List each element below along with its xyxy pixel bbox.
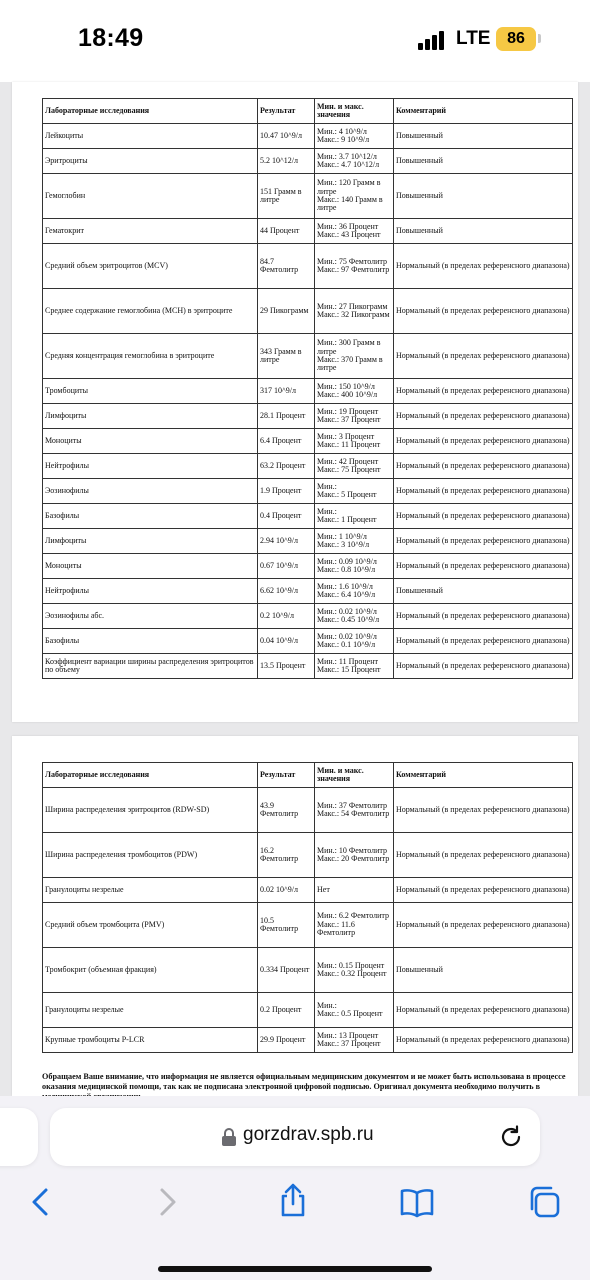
cell-result: 43.9 Фемтолитр [258,788,315,833]
cell-test: Тромбоциты [43,379,258,404]
cell-comment: Нормальный (в пределах референсного диапазона) [394,454,573,479]
cell-comment: Повышенный [394,124,573,149]
cell-test: Среднее содержание гемоглобина (MCH) в эритроците [43,289,258,334]
table-row [43,174,573,219]
cell-test: Гематокрит [43,219,258,244]
cell-comment: Нормальный (в пределах референсного диапазона) [394,788,573,833]
cell-range: Мин.: 10 Фемтолитр Макс.: 20 Фемтолитр [315,833,394,878]
cell-range: Мин.: 3 Процент Макс.: 11 Процент [315,429,394,454]
cell-comment: Нормальный (в пределах референсного диапазона) [394,429,573,454]
cell-test: Гранулоциты незрелые [43,993,258,1028]
cell-result: 29 Пикограмм [258,289,315,334]
cell-result: 0.67 10^9/л [258,554,315,579]
browser-toolbar [0,1096,590,1280]
header-comment: Комментарий [394,99,573,124]
cell-result: 317 10^9/л [258,379,315,404]
lab-results-table [42,98,573,679]
tabs-icon[interactable] [526,1184,562,1220]
cell-test: Эозинофилы [43,479,258,504]
cell-test: Средняя концентрация гемоглобина в эритроците [43,334,258,379]
header-result: Результат [258,99,315,124]
cell-comment: Нормальный (в пределах референсного диапазона) [394,629,573,654]
cell-result: 0.4 Процент [258,504,315,529]
cell-comment: Нормальный (в пределах референсного диапазона) [394,993,573,1028]
cell-test: Средний объем эритроцитов (MCV) [43,244,258,289]
cell-result: 0.02 10^9/л [258,878,315,903]
cell-result: 29.9 Процент [258,1028,315,1053]
cell-result: 0.04 10^9/л [258,629,315,654]
cell-test: Эозинофилы абс. [43,604,258,629]
cell-test: Нейтрофилы [43,454,258,479]
cell-result: 6.62 10^9/л [258,579,315,604]
cell-test: Средний объем тромбоцита (PMV) [43,903,258,948]
cell-comment: Повышенный [394,579,573,604]
share-icon[interactable] [275,1182,311,1218]
cell-comment: Нормальный (в пределах референсного диапазона) [394,903,573,948]
cell-test: Лимфоциты [43,529,258,554]
header-comment: Комментарий [394,763,573,788]
cell-result: 13.5 Процент [258,654,315,679]
table-row [43,554,573,579]
cell-range: Мин.: 19 Процент Макс.: 37 Процент [315,404,394,429]
table-row [43,379,573,404]
pdf-page-1 [12,82,578,722]
cell-range: Мин.: Макс.: 0.5 Процент [315,993,394,1028]
cell-result: 84.7 Фемтолитр [258,244,315,289]
cell-comment: Нормальный (в пределах референсного диапазона) [394,1028,573,1053]
battery-cap [538,34,541,43]
table-row [43,629,573,654]
cell-test: Моноциты [43,554,258,579]
cell-comment: Нормальный (в пределах референсного диапазона) [394,604,573,629]
cell-test: Базофилы [43,504,258,529]
cell-comment: Нормальный (в пределах референсного диапазона) [394,878,573,903]
cell-result: 10.5 Фемтолитр [258,903,315,948]
cell-comment: Нормальный (в пределах референсного диапазона) [394,554,573,579]
cell-comment: Повышенный [394,174,573,219]
header-test: Лабораторные исследования [43,763,258,788]
table-row [43,878,573,903]
table-row [43,579,573,604]
cell-range: Мин.: 13 Процент Макс.: 37 Процент [315,1028,394,1053]
cell-result: 5.2 10^12/л [258,149,315,174]
table-header-row [43,763,573,788]
table-row [43,903,573,948]
cell-range: Мин.: 0.02 10^9/л Макс.: 0.1 10^9/л [315,629,394,654]
address-bar[interactable] [50,1108,540,1166]
table-row [43,948,573,993]
cell-test: Лейкоциты [43,124,258,149]
cell-result: 44 Процент [258,219,315,244]
pdf-page-2 [12,736,578,1096]
cell-test: Ширина распределения эритроцитов (RDW-SD) [43,788,258,833]
table-row [43,404,573,429]
cell-result: 0.334 Процент [258,948,315,993]
cell-range: Мин.: 3.7 10^12/л Макс.: 4.7 10^12/л [315,149,394,174]
table-row [43,219,573,244]
cell-result: 343 Грамм в литре [258,334,315,379]
table-row [43,429,573,454]
header-test: Лабораторные исследования [43,99,258,124]
cell-test: Ширина распределения тромбоцитов (PDW) [43,833,258,878]
cell-range: Мин.: 0.02 10^9/л Макс.: 0.45 10^9/л [315,604,394,629]
cell-comment: Повышенный [394,948,573,993]
table-row [43,289,573,334]
cell-test: Базофилы [43,629,258,654]
header-range: Мин. и макс. значения [315,763,394,788]
cell-test: Моноциты [43,429,258,454]
table-row [43,1028,573,1053]
cell-result: 10.47 10^9/л [258,124,315,149]
cell-result: 2.94 10^9/л [258,529,315,554]
table-body [43,788,573,1053]
cell-range: Мин.: 11 Процент Макс.: 15 Процент [315,654,394,679]
cell-comment: Нормальный (в пределах референсного диапазона) [394,379,573,404]
cell-result: 28.1 Процент [258,404,315,429]
forward-icon[interactable] [150,1184,186,1220]
cell-range: Мин.: 300 Грамм в литре Макс.: 370 Грамм в литре [315,334,394,379]
table-row [43,149,573,174]
bookmarks-icon[interactable] [399,1184,435,1220]
header-range: Мин. и макс. значения [315,99,394,124]
cell-result: 6.4 Процент [258,429,315,454]
cell-range: Мин.: 75 Фемтолитр Макс.: 97 Фемтолитр [315,244,394,289]
cell-range: Мин.: 37 Фемтолитр Макс.: 54 Фемтолитр [315,788,394,833]
cell-range: Мин.: Макс.: 1 Процент [315,504,394,529]
lock-icon [220,1127,238,1147]
cell-range: Мин.: 6.2 Фемтолитр Макс.: 11.6 Фемтолитр [315,903,394,948]
cell-test: Тромбокрит (объемная фракция) [43,948,258,993]
cell-comment: Нормальный (в пределах референсного диапазона) [394,504,573,529]
cell-range: Мин.: 42 Процент Макс.: 75 Процент [315,454,394,479]
network-type: LTE [456,28,491,49]
table-body [43,124,573,679]
url-text[interactable]: gorzdrav.spb.ru [243,1124,374,1145]
battery-icon [496,27,536,51]
table-row [43,604,573,629]
table-header-row [43,99,573,124]
table-row [43,529,573,554]
cell-range: Нет [315,878,394,903]
cell-range: Мин.: Макс.: 5 Процент [315,479,394,504]
cell-comment: Нормальный (в пределах референсного диапазона) [394,833,573,878]
cell-test: Крупные тромбоциты P-LCR [43,1028,258,1053]
header-result: Результат [258,763,315,788]
table-row [43,504,573,529]
table-row [43,833,573,878]
table-row [43,788,573,833]
home-indicator [158,1266,432,1272]
table-row [43,244,573,289]
cell-test: Эритроциты [43,149,258,174]
cell-range: Мин.: 120 Грамм в литре Макс.: 140 Грамм в литре [315,174,394,219]
cell-result: 0.2 Процент [258,993,315,1028]
cell-comment: Нормальный (в пределах референсного диапазона) [394,654,573,679]
cell-comment: Нормальный (в пределах референсного диапазона) [394,334,573,379]
battery-level: 86 [507,30,525,47]
table-row [43,124,573,149]
status-bar [0,0,590,82]
cell-comment: Повышенный [394,219,573,244]
reload-icon[interactable] [498,1124,524,1150]
cell-comment: Нормальный (в пределах референсного диапазона) [394,404,573,429]
cell-range: Мин.: 1 10^9/л Макс.: 3 10^9/л [315,529,394,554]
cellular-signal-icon [418,30,448,50]
table-row [43,654,573,679]
cell-test: Гранулоциты незрелые [43,878,258,903]
table-row [43,454,573,479]
cell-result: 0.2 10^9/л [258,604,315,629]
cell-comment: Нормальный (в пределах референсного диапазона) [394,244,573,289]
cell-test: Нейтрофилы [43,579,258,604]
table-row [43,334,573,379]
cell-comment: Нормальный (в пределах референсного диапазона) [394,529,573,554]
cell-test: Коэффициент вариации ширины распределения эритроцитов по объему [43,654,258,679]
table-row [43,993,573,1028]
previous-tab-pill[interactable] [0,1108,38,1166]
lab-results-table [42,762,573,1053]
cell-range: Мин.: 0.09 10^9/л Макс.: 0.8 10^9/л [315,554,394,579]
cell-range: Мин.: 150 10^9/л Макс.: 400 10^9/л [315,379,394,404]
cell-result: 16.2 Фемтолитр [258,833,315,878]
cell-comment: Нормальный (в пределах референсного диапазона) [394,479,573,504]
cell-result: 151 Грамм в литре [258,174,315,219]
cell-comment: Повышенный [394,149,573,174]
disclaimer-notice: Обращаем Ваше внимание, что информация не является официальным медицинским документом и не может быть использована в процессе оказания медицинской помощи, так как не подписана электронной цифровой подписью. Оригинал документа необходимо получить в [42,1072,566,1091]
cell-range: Мин.: 4 10^9/л Макс.: 9 10^9/л [315,124,394,149]
cell-range: Мин.: 1.6 10^9/л Макс.: 6.4 10^9/л [315,579,394,604]
cell-result: 1.9 Процент [258,479,315,504]
clock: 18:49 [78,24,144,52]
table-row [43,479,573,504]
cell-range: Мин.: 27 Пикограмм Макс.: 32 Пикограмм [315,289,394,334]
cell-range: Мин.: 0.15 Процент Макс.: 0.32 Процент [315,948,394,993]
cell-comment: Нормальный (в пределах референсного диапазона) [394,289,573,334]
cell-test: Гемоглобин [43,174,258,219]
cell-test: Лимфоциты [43,404,258,429]
cell-result: 63.2 Процент [258,454,315,479]
cell-range: Мин.: 36 Процент Макс.: 43 Процент [315,219,394,244]
back-icon[interactable] [22,1184,58,1220]
